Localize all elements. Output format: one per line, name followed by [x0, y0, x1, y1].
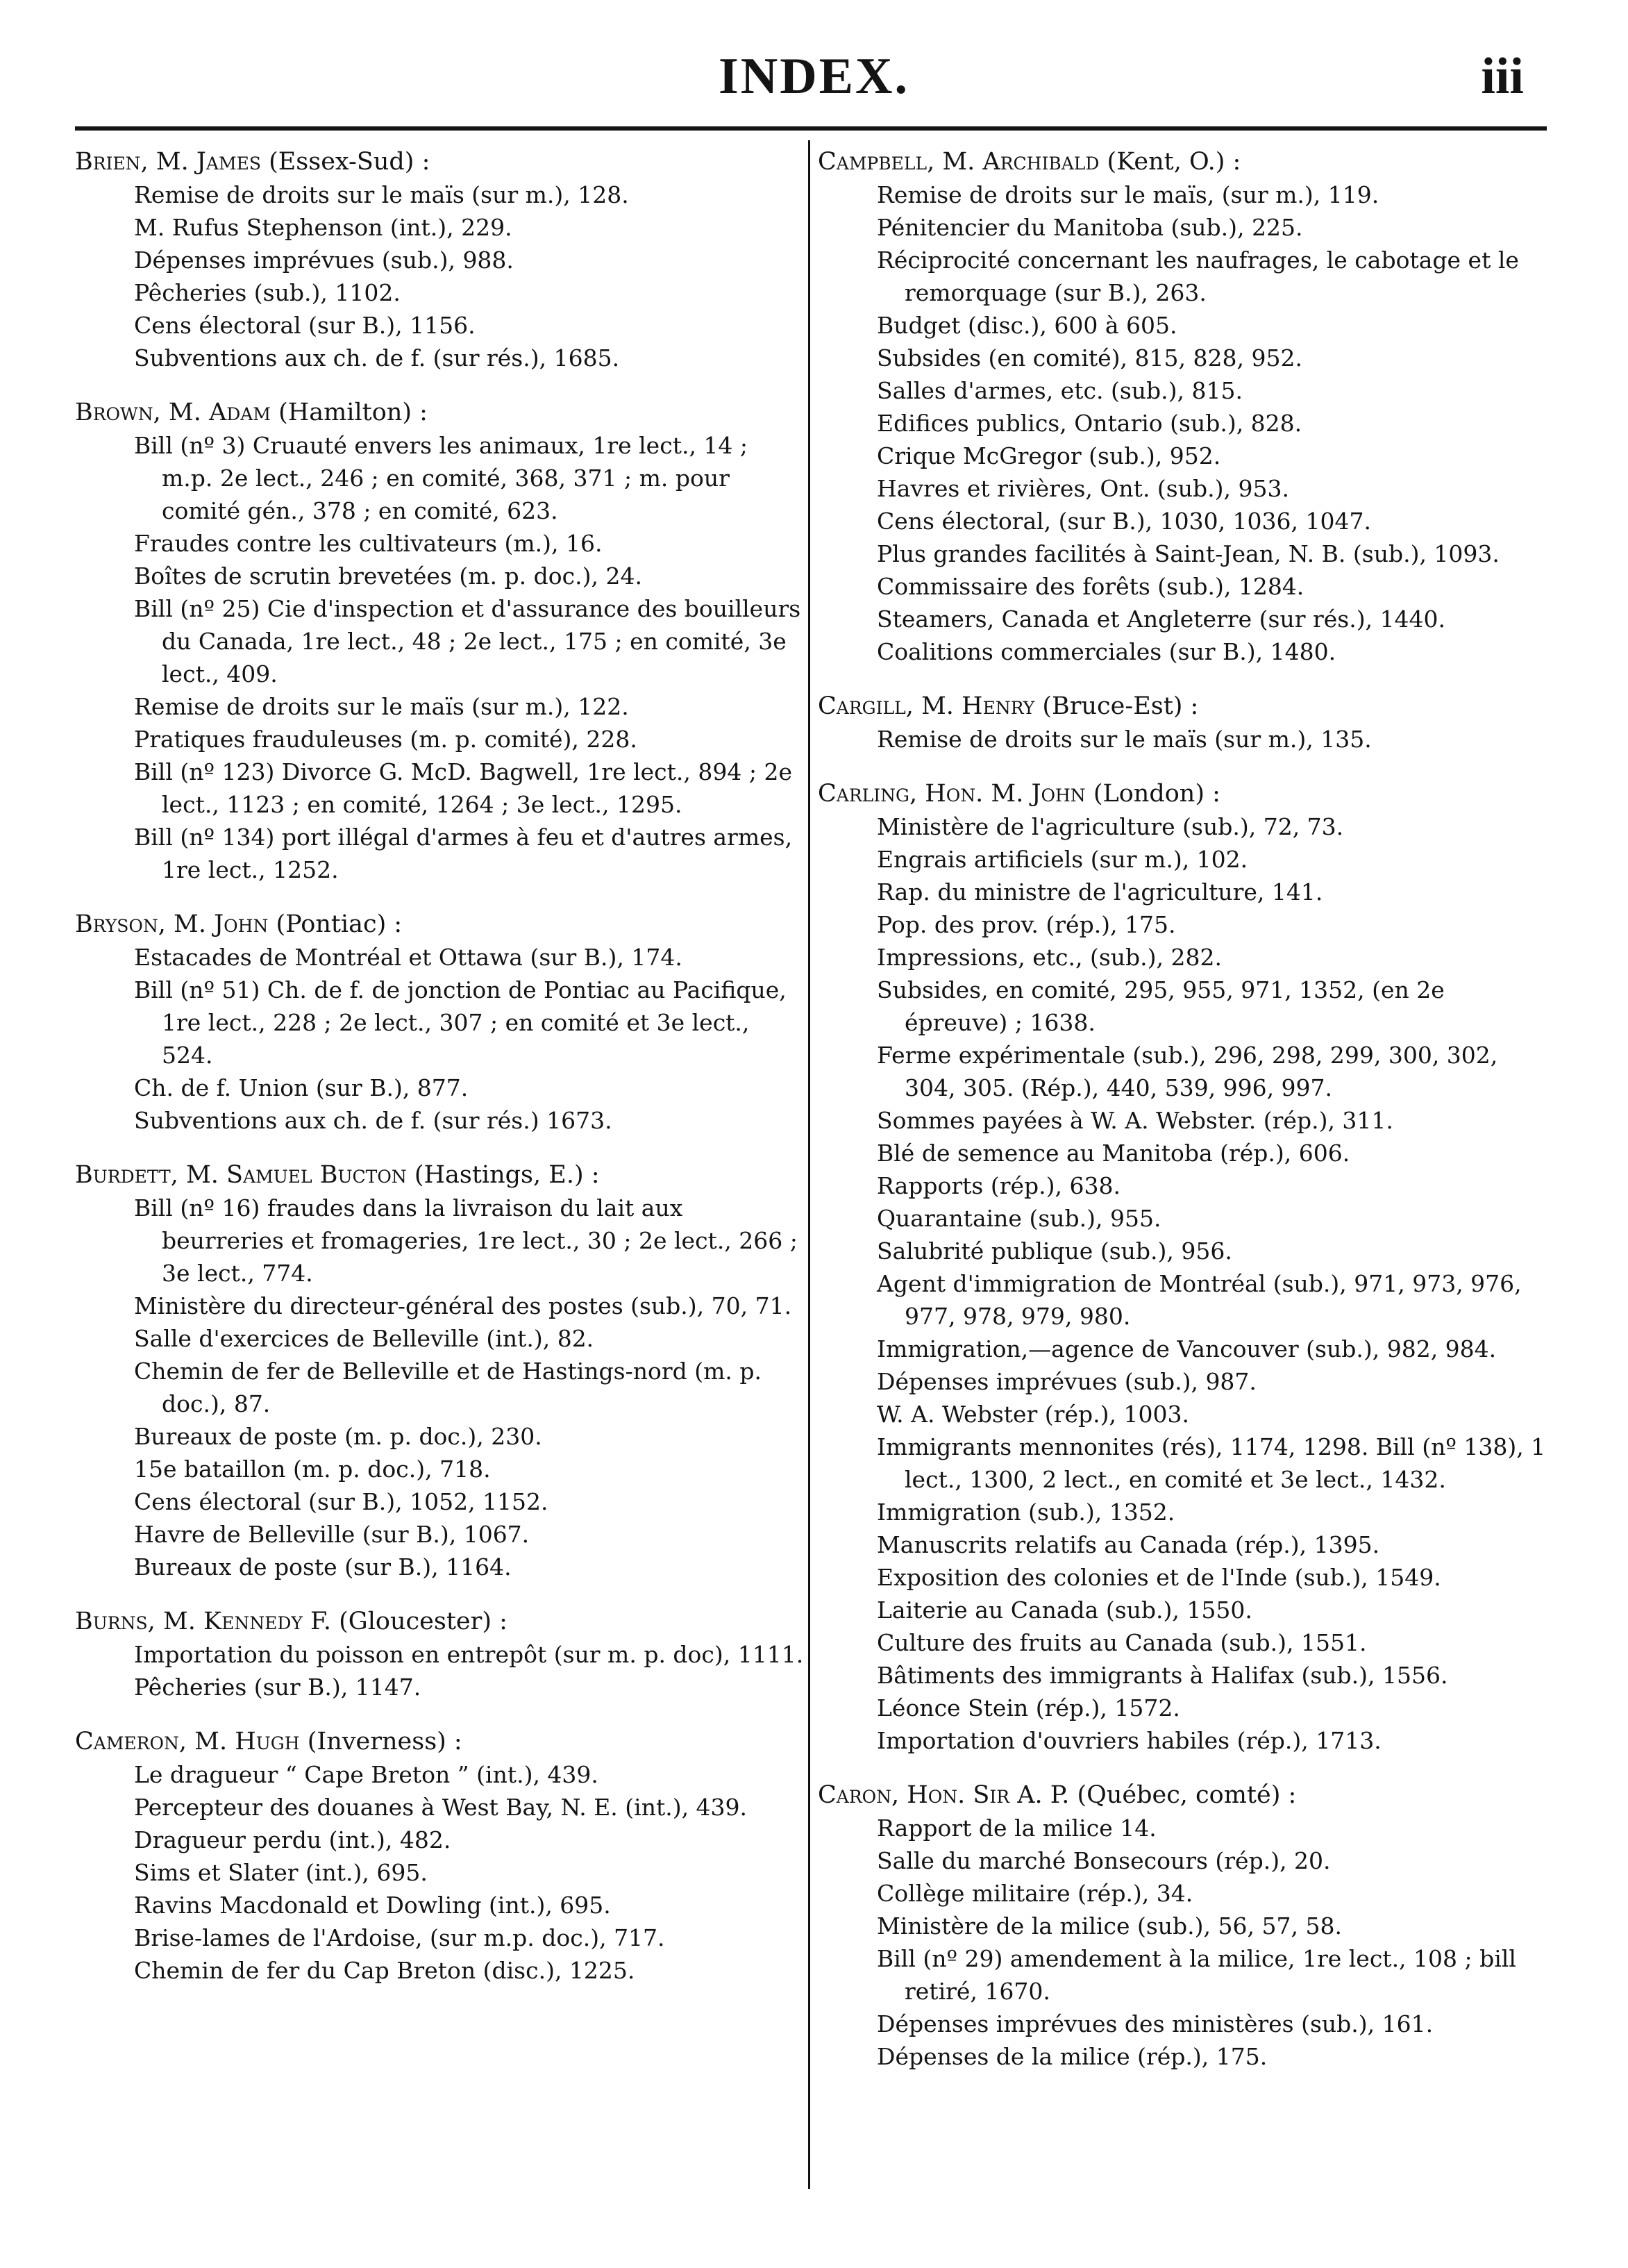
index-item: Exposition des colonies et de l'Inde (sub.), 1549. [877, 1564, 1441, 1591]
index-item: Bill (nº 51) Ch. de f. de jonction de Pontiac au Pacifique, 1re lect., 228 ; 2e lect., 307 ; en comité et 3e lect., 524. [134, 976, 787, 1069]
index-item: Salubrité publique (sub.), 956. [877, 1237, 1232, 1265]
index-item: Havre de Belleville (sur B.), 1067. [134, 1521, 530, 1548]
constituency: (Gloucester) : [339, 1608, 507, 1635]
index-item: Remise de droits sur le maïs (sur m.), 128. [134, 181, 629, 208]
index-item: Fraudes contre les cultivateurs (m.), 16. [134, 530, 603, 557]
index-item: 15e bataillon (m. p. doc.), 718. [134, 1456, 491, 1483]
member-name: Caron, Hon. Sir A. P. [818, 1781, 1070, 1809]
index-item: Collège militaire (rép.), 34. [877, 1880, 1193, 1907]
index-item: Sommes payées à W. A. Webster. (rép.), 311. [877, 1107, 1393, 1134]
constituency: (London) : [1093, 780, 1220, 808]
index-item: Remise de droits sur le maïs (sur m.), 122. [134, 693, 629, 720]
index-item: Rap. du ministre de l'agriculture, 141. [877, 878, 1323, 906]
index-item: Cens électoral (sur B.), 1052, 1152. [134, 1488, 548, 1515]
index-item: Havres et rivières, Ont. (sub.), 953. [877, 475, 1289, 502]
index-item: W. A. Webster (rép.), 1003. [877, 1401, 1189, 1428]
index-item: Chemin de fer du Cap Breton (disc.), 1225. [134, 1957, 635, 1984]
index-item: Ministère de l'agriculture (sub.), 72, 73. [877, 813, 1344, 840]
index-item: Budget (disc.), 600 à 605. [877, 312, 1177, 339]
index-item: Salles d'armes, etc. (sub.), 815. [877, 377, 1243, 404]
index-item: Réciprocité concernant les naufrages, le cabotage et le remorquage (sur B.), 263. [877, 247, 1519, 306]
entry-heading [818, 778, 1554, 810]
constituency: (Hastings, E.) : [414, 1161, 600, 1189]
index-item: Bill (nº 25) Cie d'inspection et d'assurance des bouilleurs du Canada, 1re lect., 48 ; 2e lect., 175 ; en comité, 3e lect., 409. [134, 595, 801, 687]
entry-heading [75, 1159, 804, 1192]
index-item: Dépenses imprévues (sub.), 988. [134, 247, 514, 274]
left-column [75, 146, 804, 2009]
index-entry [75, 146, 804, 374]
index-item: Dépenses imprévues (sub.), 987. [877, 1368, 1257, 1395]
index-item: Salle d'exercices de Belleville (int.), 82. [134, 1325, 594, 1352]
index-item: Immigration (sub.), 1352. [877, 1499, 1175, 1526]
index-item: Pratiques frauduleuses (m. p. comité), 228. [134, 726, 637, 753]
index-item: Dépenses de la milice (rép.), 175. [877, 2043, 1268, 2070]
member-name: Brown, M. Adam [75, 399, 271, 426]
index-item: Bureaux de poste (sur B.), 1164. [134, 1553, 512, 1581]
index-item: Ch. de f. Union (sur B.), 877. [134, 1074, 469, 1101]
index-entry [75, 397, 804, 886]
index-item: Dépenses imprévues des ministères (sub.), 161. [877, 2010, 1434, 2037]
index-item: Immigrants mennonites (rés), 1174, 1298. Bill (nº 138), 1 lect., 1300, 2 lect., en comité et 3e lect., 1432. [877, 1433, 1546, 1493]
index-item: Bill (nº 29) amendement à la milice, 1re lect., 108 ; bill retiré, 1670. [877, 1945, 1516, 2005]
index-item: Edifices publics, Ontario (sub.), 828. [877, 410, 1302, 437]
index-item: Importation du poisson en entrepôt (sur m. p. doc), 1111. [134, 1641, 804, 1668]
index-item: Rapports (rép.), 638. [877, 1172, 1121, 1199]
constituency: (Bruce-Est) : [1042, 692, 1199, 720]
index-item: M. Rufus Stephenson (int.), 229. [134, 214, 512, 241]
index-item: Steamers, Canada et Angleterre (sur rés.), 1440. [877, 606, 1446, 633]
index-entry [75, 1726, 804, 1987]
index-item: Bill (nº 123) Divorce G. McD. Bagwell, 1re lect., 894 ; 2e lect., 1123 ; en comité, 1264 ; 3e lect., 1295. [134, 758, 792, 818]
member-name: Cargill, M. Henry [818, 692, 1035, 720]
entry-heading [818, 1779, 1554, 1812]
index-item: Bill (nº 3) Cruauté envers les animaux, 1re lect., 14 ; m.p. 2e lect., 246 ; en comité, 368, 371 ; m. pour comité gén., 378 ; en comité, 623. [134, 432, 748, 524]
right-column [818, 146, 1554, 2095]
constituency: (Essex-Sud) : [269, 148, 430, 176]
index-item: Estacades de Montréal et Ottawa (sur B.), 174. [134, 944, 682, 971]
index-item: Sims et Slater (int.), 695. [134, 1859, 428, 1886]
member-name: Carling, Hon. M. John [818, 780, 1086, 808]
index-item: Chemin de fer de Belleville et de Hastings-nord (m. p. doc.), 87. [134, 1358, 762, 1417]
index-entry [818, 146, 1554, 668]
index-item: Crique McGregor (sub.), 952. [877, 442, 1221, 469]
index-entry [818, 690, 1554, 756]
column-divider [808, 140, 810, 2189]
index-item: Engrais artificiels (sur m.), 102. [877, 846, 1248, 873]
index-item: Remise de droits sur le maïs (sur m.), 135. [877, 726, 1372, 753]
index-item: Coalitions commerciales (sur B.), 1480. [877, 638, 1336, 665]
index-item: Dragueur perdu (int.), 482. [134, 1826, 451, 1853]
index-entry [75, 908, 804, 1137]
index-item: Pêcheries (sub.), 1102. [134, 279, 401, 306]
constituency: (Kent, O.) : [1107, 148, 1241, 176]
constituency: (Pontiac) : [276, 910, 403, 938]
index-item: Manuscrits relatifs au Canada (rép.), 1395. [877, 1531, 1380, 1558]
index-item: Ravins Macdonald et Dowling (int.), 695. [134, 1892, 611, 1919]
index-item: Bill (nº 134) port illégal d'armes à feu et d'autres armes, 1re lect., 1252. [134, 824, 793, 883]
index-item: Cens électoral (sur B.), 1156. [134, 312, 476, 339]
index-entry [75, 1159, 804, 1583]
index-item: Bill (nº 16) fraudes dans la livraison du lait aux beurreries et fromageries, 1re lect., 30 ; 2e lect., 266 ; 3e lect., 774. [134, 1194, 798, 1287]
header-rule [75, 126, 1547, 131]
member-name: Brien, M. James [75, 148, 261, 176]
index-item: Subventions aux ch. de f. (sur rés.) 1673. [134, 1107, 612, 1134]
entry-heading [818, 146, 1554, 178]
index-item: Blé de semence au Manitoba (rép.), 606. [877, 1140, 1350, 1167]
constituency: (Québec, comté) : [1077, 1781, 1297, 1809]
entry-heading [75, 1606, 804, 1638]
entry-heading [75, 908, 804, 941]
index-entry [75, 1606, 804, 1703]
entry-heading [818, 690, 1554, 723]
index-item: Pêcheries (sur B.), 1147. [134, 1674, 421, 1701]
constituency: (Hamilton) : [278, 399, 428, 426]
index-entry [818, 778, 1554, 1757]
index-item: Agent d'immigration de Montréal (sub.), 971, 973, 976, 977, 978, 979, 980. [877, 1270, 1522, 1330]
member-name: Burdett, M. Samuel Bucton [75, 1161, 407, 1189]
index-item: Cens électoral, (sur B.), 1030, 1036, 1047. [877, 508, 1371, 535]
index-item: Quarantaine (sub.), 955. [877, 1205, 1161, 1232]
entry-heading [75, 397, 804, 429]
index-item: Plus grandes facilités à Saint-Jean, N. B. (sub.), 1093. [877, 540, 1500, 567]
entry-heading [75, 146, 804, 178]
index-item: Percepteur des douanes à West Bay, N. E. (int.), 439. [134, 1794, 748, 1821]
index-item: Le dragueur “ Cape Breton ” (int.), 439. [134, 1761, 598, 1788]
entry-heading [75, 1726, 804, 1758]
index-item: Ministère du directeur-général des postes (sub.), 70, 71. [134, 1292, 792, 1319]
index-item: Laiterie au Canada (sub.), 1550. [877, 1596, 1252, 1624]
index-item: Ministère de la milice (sub.), 56, 57, 58. [877, 1912, 1342, 1940]
member-name: Campbell, M. Archibald [818, 148, 1100, 176]
index-item: Commissaire des forêts (sub.), 1284. [877, 573, 1304, 600]
index-entry [818, 1779, 1554, 2073]
constituency: (Inverness) : [307, 1728, 462, 1756]
index-item: Subsides (en comité), 815, 828, 952. [877, 344, 1302, 372]
index-item: Impressions, etc., (sub.), 282. [877, 944, 1222, 971]
index-item: Ferme expérimentale (sub.), 296, 298, 299, 300, 302, 304, 305. (Rép.), 440, 539, 996, 997. [877, 1042, 1498, 1101]
index-item: Immigration,—agence de Vancouver (sub.), 982, 984. [877, 1335, 1497, 1362]
index-item: Salle du marché Bonsecours (rép.), 20. [877, 1847, 1331, 1874]
index-item: Subsides, en comité, 295, 955, 971, 1352, (en 2e épreuve) ; 1638. [877, 976, 1445, 1036]
member-name: Bryson, M. John [75, 910, 269, 938]
index-item: Remise de droits sur le maïs, (sur m.), 119. [877, 181, 1379, 208]
index-item: Culture des fruits au Canada (sub.), 1551. [877, 1629, 1367, 1656]
index-item: Subventions aux ch. de f. (sur rés.), 1685. [134, 344, 620, 372]
member-name: Burns, M. Kennedy F. [75, 1608, 331, 1635]
index-item: Bureaux de poste (m. p. doc.), 230. [134, 1423, 542, 1450]
member-name: Cameron, M. Hugh [75, 1728, 300, 1756]
page-number: iii [1481, 48, 1524, 105]
index-item: Boîtes de scrutin brevetées (m. p. doc.), 24. [134, 562, 642, 590]
index-item: Importation d'ouvriers habiles (rép.), 1713. [877, 1727, 1382, 1754]
index-item: Bâtiments des immigrants à Halifax (sub.), 1556. [877, 1662, 1448, 1689]
index-item: Pénitencier du Manitoba (sub.), 225. [877, 214, 1303, 241]
index-item: Pop. des prov. (rép.), 175. [877, 911, 1176, 938]
page-title: INDEX. [719, 48, 909, 105]
index-item: Rapport de la milice 14. [877, 1815, 1157, 1842]
index-item: Léonce Stein (rép.), 1572. [877, 1694, 1180, 1721]
index-item: Brise-lames de l'Ardoise, (sur m.p. doc.), 717. [134, 1924, 665, 1951]
